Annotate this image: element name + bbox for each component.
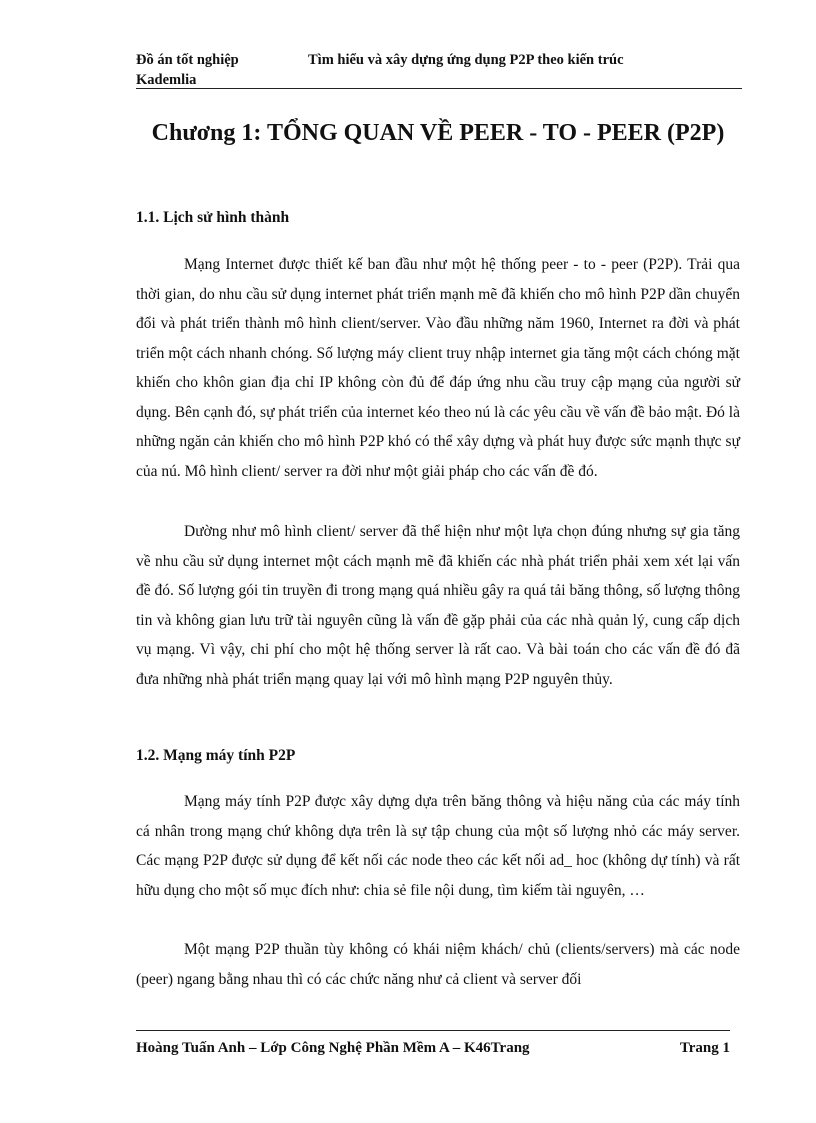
header-topic: Tìm hiểu và xây dựng ứng dụng P2P theo kiến trúc [308,52,624,68]
footer-divider [136,1030,730,1031]
section-heading-history: 1.1. Lịch sử hình thành [136,209,290,226]
footer-author: Hoàng Tuấn Anh – Lớp Công Nghệ Phần Mềm A – K46Trang [136,1040,530,1056]
header-topic-continuation: Kademlia [136,72,197,88]
page-header [136,50,742,90]
paragraph: Một mạng P2P thuần tùy không có khái niệm khách/ chủ (clients/servers) mà các node (peer) ngang bằng nhau thì có các chức năng như cả client và server đối [136,941,740,988]
header-divider [136,88,742,89]
paragraph: Mạng máy tính P2P được xây dựng dựa trên băng thông và hiệu năng của các máy tính cá nhân trong mạng chứ không dựa trên là sự tập chung của một số lượng nhỏ các máy server. Các mạng P2P được sử dụng để kết nối các node theo các kết nối ad_ hoc (không dự tính) và rất hữu dụng cho một số mục đích như: chia sẻ file nội dung, tìm kiếm tài nguyên, … [136,793,740,899]
section-heading-p2p-network: 1.2. Mạng máy tính P2P [136,747,296,764]
chapter-title: Chương 1: TỔNG QUAN VỀ PEER - TO - PEER (P2P) [151,120,725,146]
paragraph: Dường như mô hình client/ server đã thể hiện như một lựa chọn đúng nhưng sự gia tăng về nhu cầu sử dụng internet một cách mạnh mẽ đã khiến các nhà phát triển phải xem xét lại vấn đề đó. Số lượng gói tin truyền đi trong mạng quá nhiều gây ra quá tải băng thông, số lượng thông tin và không gian lưu trữ tài nguyên cũng là vấn đề gặp phải của các nhà quản lý, cung cấp dịch vụ mạng. Vì vậy, chi phí cho một hệ thống server là rất cao. Và bài toán cho các vấn đề đó đã đưa những nhà phát triển mạng quay lại với mô hình mạng P2P nguyên thủy. [136,523,740,688]
page-number: Trang 1 [679,1040,730,1056]
paragraph: Mạng Internet được thiết kế ban đầu như một hệ thống peer - to - peer (P2P). Trải qua thời gian, do nhu cầu sử dụng internet phát triển mạnh mẽ đã khiến cho mô hình P2P dần chuyển đổi và phát triển thành mô hình client/server. Vào đầu những năm 1960, Internet ra đời và phát triển một cách nhanh chóng. Số lượng máy client truy nhập internet gia tăng một cách chóng mặt khiến cho khôn gian địa chỉ IP không còn đủ để đáp ứng nhu cầu truy cập mạng của người sử dụng. Bên cạnh đó, sự phát triển của internet kéo theo nú là các yêu cầu về vấn đề bảo mật. Đó là những ngăn cản khiến cho mô hình P2P khó có thể xây dựng và phát huy được sức mạnh thực sự của nú. Mô hình client/ server ra đời như một giải pháp cho các vấn đề đó. [136,256,740,480]
header-thesis-label: Đồ án tốt nghiệp [136,52,239,68]
